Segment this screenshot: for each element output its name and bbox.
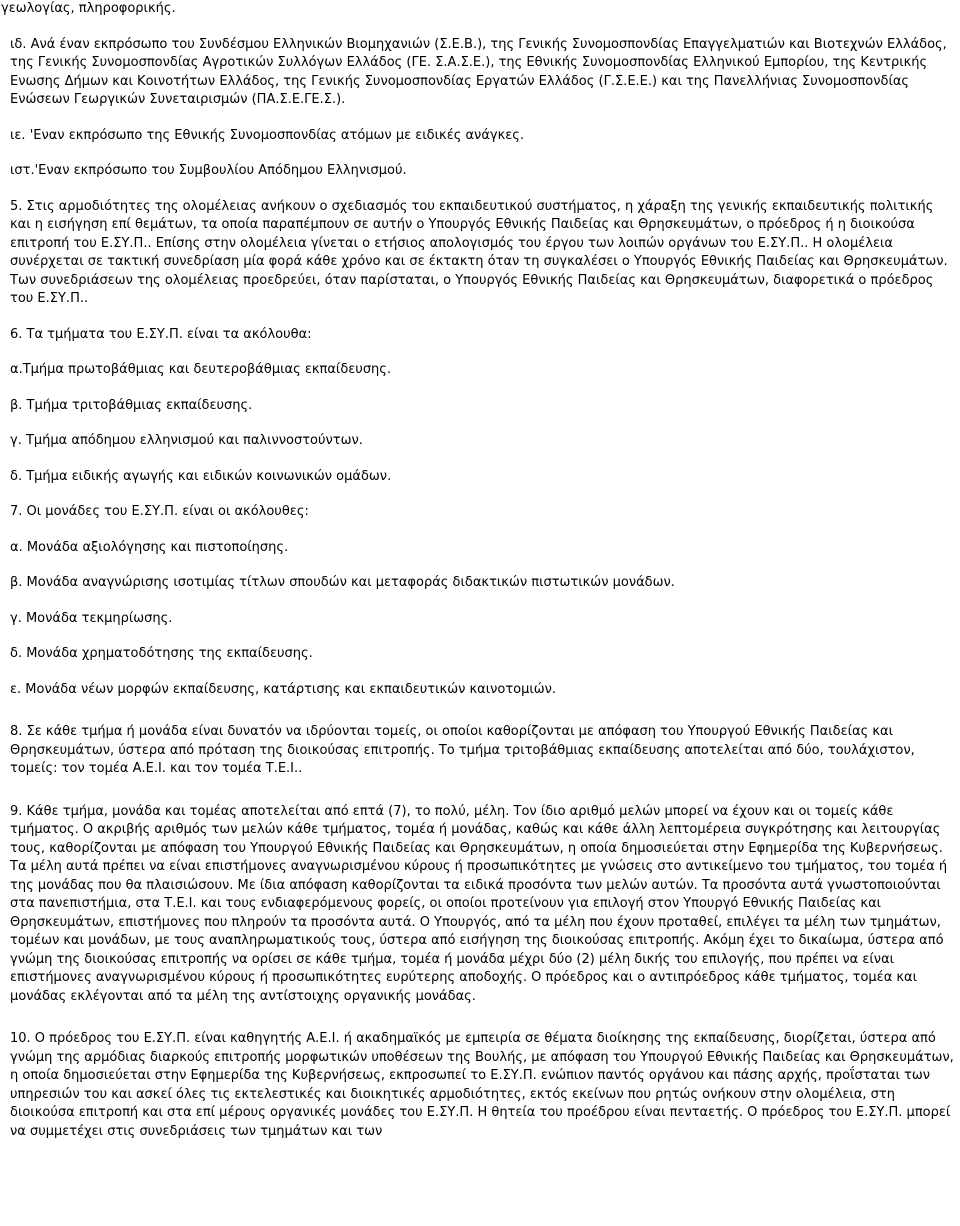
list-item-department-c: γ. Τμήμα απόδημου ελληνισμού και παλιννοστούντων. — [10, 433, 363, 448]
paragraph-10-president: 10. Ο πρόεδρος του Ε.ΣΥ.Π. είναι καθηγητής Α.Ε.Ι. ή ακαδημαϊκός με εμπειρία σε θέματα διοίκησης της εκπαίδευσης, διορίζεται, ύστερα από γνώμη της αρμόδιας διαρκούς επιτροπής μορφωτικών υποθέσεων της Βουλής, με απόφαση του Υπουργού Εθνικής Παιδείας και Θρησκευμάτων, η οποία δημοσιεύεται στην Εφημερίδα της Κυβερνήσεως, εκπροσωπεί το Ε.ΣΥ.Π. ενώπιον παντός οργάνου και πάσης αρχής, προΐσταται των υπηρεσιών του και ασκεί όλες τις εκτελεστικές και διοικητικές αρμοδιότητες, εκτός εκείνων που ρητώς ονήκουν στην ολομέλεια, στη διοικούσα επιτροπή και στα επί μέρους οργανικές μονάδες του Ε.ΣΥ.Π. Η θητεία του προέδρου είναι πενταετής. Ο πρόεδρος του Ε.ΣΥ.Π. μπορεί να συμμετέχει στις συνεδριάσεις των τμημάτων και των — [10, 1031, 954, 1139]
paragraph-8-sectors: 8. Σε κάθε τμήμα ή μονάδα είναι δυνατόν να ιδρύονται τομείς, οι οποίοι καθορίζονται με απόφαση του Υπουργού Εθνικής Παιδείας και Θρησκευμάτων, ύστερα από πρόταση της διοικούσας επιτροπής. Το τμήμα τριτοβάθμιας εκπαίδευσης αποτελείται από δύο, τουλάχιστον, τομείς: τον τομέα Α.Ε.Ι. και τον τομέα Τ.Ε.Ι.. — [10, 724, 915, 776]
paragraph-7-units-heading: 7. Οι μονάδες του Ε.ΣΥ.Π. είναι οι ακόλουθες: — [10, 504, 309, 519]
paragraph-9-members: 9. Κάθε τμήμα, μονάδα και τομέας αποτελείται από επτά (7), το πολύ, μέλη. Τον ίδιο αριθμό μελών μπορεί να έχουν και οι τομείς κάθε τμήματος. Ο ακριβής αριθμός των μελών κάθε τμήματος, τομέα ή μονάδας, καθώς και κάθε άλλη λεπτομέρεια συγκρότησης και λειτουργίας τους, καθορίζονται με απόφαση του Υπουργού Εθνικής Παιδείας και Θρησκευμάτων, η οποία δημοσιεύεται στην Εφημερίδα της Κυβερνήσεως. Τα μέλη αυτά πρέπει να είναι επιστήμονες αναγνωρισμένου κύρους ή προσωπικότητες με γνώσεις στο αντικείμενο του τμήματος, του τομέα ή της μονάδας που θα πλαισιώσουν. Με ίδια απόφαση καθορίζονται τα ειδικά προσόντα των μελών αυτών. Τα προσόντα αυτά γνωστοποιούνται στα πανεπιστήμια, στα Τ.Ε.Ι. και τους ενδιαφερόμενους φορείς, οι οποίοι προτείνουν για επιλογή στον Υπουργό Εθνικής Παιδείας και Θρησκευμάτων, επιστήμονες που πληρούν τα προσόντα αυτά. Ο Υπουργός, από τα μέλη που έχουν προταθεί, επιλέγει τα μέλη των τμημάτων, τομέων και μονάδων, με τους αναπληρωματικούς τους, ύστερα από εισήγηση της διοικούσας επιτροπής. Ακόμη έχει το δικαίωμα, ύστερα από γνώμη της διοικούσας επιτροπής να ορίσει σε κάθε τμήμα, τομέα ή μονάδα μέχρι δύο (2) μέλη δικής του επιλογής, που πρέπει να είναι επιστήμονες αναγνωρισμένου κύρους ή προσωπικότητες ευρύτερης αποδοχής. Ο πρόεδρος και ο αντιπρόεδρος κάθε τμήματος, τομέα και μονάδας εκλέγονται από τα μέλη της αντίστοιχης οργανικής μονάδας. — [10, 803, 948, 1004]
list-item-unit-b: β. Μονάδα αναγνώρισης ισοτιμίας τίτλων σπουδών και μεταφοράς διδακτικών πιστωτικών μονάδων. — [10, 575, 675, 590]
list-item-unit-c: γ. Μονάδα τεκμηρίωσης. — [10, 610, 173, 626]
list-item-department-d: δ. Τμήμα ειδικής αγωγής και ειδικών κοινωνικών ομάδων. — [10, 468, 392, 484]
list-item-unit-a: α. Μονάδα αξιολόγησης και πιστοποίησης. — [10, 539, 289, 555]
list-item-department-a: α.Τμήμα πρωτοβάθμιας και δευτεροβάθμιας εκπαίδευσης. — [10, 362, 392, 377]
paragraph-geology-tail: γεωλογίας, πληροφορικής. — [1, 1, 176, 16]
paragraph-id-representatives: ιδ. Ανά έναν εκπρόσωπο του Συνδέσμου Ελληνικών Βιομηχανιών (Σ.Ε.Β.), της Γενικής Συνομοσπονδίας Επαγγελματιών και Βιοτεχνών Ελλάδος, της Γενικής Συνομοσπονδίας Αγροτικών Συλλόγων Ελλάδος (ΓΕ. Σ.Α.Σ.Ε.), της Εθνικής Συνομοσπονδίας Ελληνικού Εμπορίου, της Κεντρικής Ενωσης Δήμων και Κοινοτήτων Ελλάδος, της Γενικής Συνομοσπονδίας Εργατών Ελλάδος (Γ.Σ.Ε.Ε.) και της Πανελλήνιας Συνομοσπονδίας Ενώσεων Γεωργικών Συνεταιρισμών (ΠΑ.Σ.Ε.ΓΕ.Σ.). — [10, 36, 947, 107]
list-item-department-b: β. Τμήμα τριτοβάθμιας εκπαίδευσης. — [10, 397, 253, 413]
paragraph-6-departments-heading: 6. Τα τμήματα του Ε.ΣΥ.Π. είναι τα ακόλουθα: — [10, 326, 312, 342]
paragraph-ie-special-needs: ιε. 'Εναν εκπρόσωπο της Εθνικής Συνομοσπονδίας ατόμων με ειδικές ανάγκες. — [10, 127, 525, 143]
paragraph-ist-diaspora: ιστ.'Εναν εκπρόσωπο του Συμβουλίου Απόδημου Ελληνισμού. — [10, 163, 407, 178]
list-item-unit-e: ε. Μονάδα νέων μορφών εκπαίδευσης, κατάρτισης και εκπαιδευτικών καινοτομιών. — [10, 681, 557, 697]
list-item-unit-d: δ. Μονάδα χρηματοδότησης της εκπαίδευσης. — [10, 646, 313, 661]
paragraph-5-plenary-duties: 5. Στις αρμοδιότητες της ολομέλειας ανήκουν ο σχεδιασμός του εκπαιδευτικού συστήματος, η χάραξη της γενικής εκπαιδευτικής πολιτικής και η εισήγηση επί θεμάτων, τα οποία παραπέμπουν σε αυτήν ο Υπουργός Εθνικής Παιδείας και Θρησκευμάτων, ο πρόεδρος ή η διοικούσα επιτροπή του Ε.ΣΥ.Π.. Επίσης στην ολομέλεια γίνεται ο ετήσιος απολογισμός του έργου των λοιπών οργάνων του Ε.ΣΥ.Π.. Η ολομέλεια συνέρχεται σε τακτική συνεδρίαση μία φορά κάθε χρόνο και σε έκτακτη όταν τη συγκαλέσει ο Υπουργός Εθνικής Παιδείας και Θρησκευμάτων. Των συνεδριάσεων της ολομέλειας προεδρεύει, όταν παρίσταται, ο Υπουργός Εθνικής Παιδείας και Θρησκευμάτων, διαφορετικά ο πρόεδρος του Ε.ΣΥ.Π.. — [10, 198, 948, 306]
